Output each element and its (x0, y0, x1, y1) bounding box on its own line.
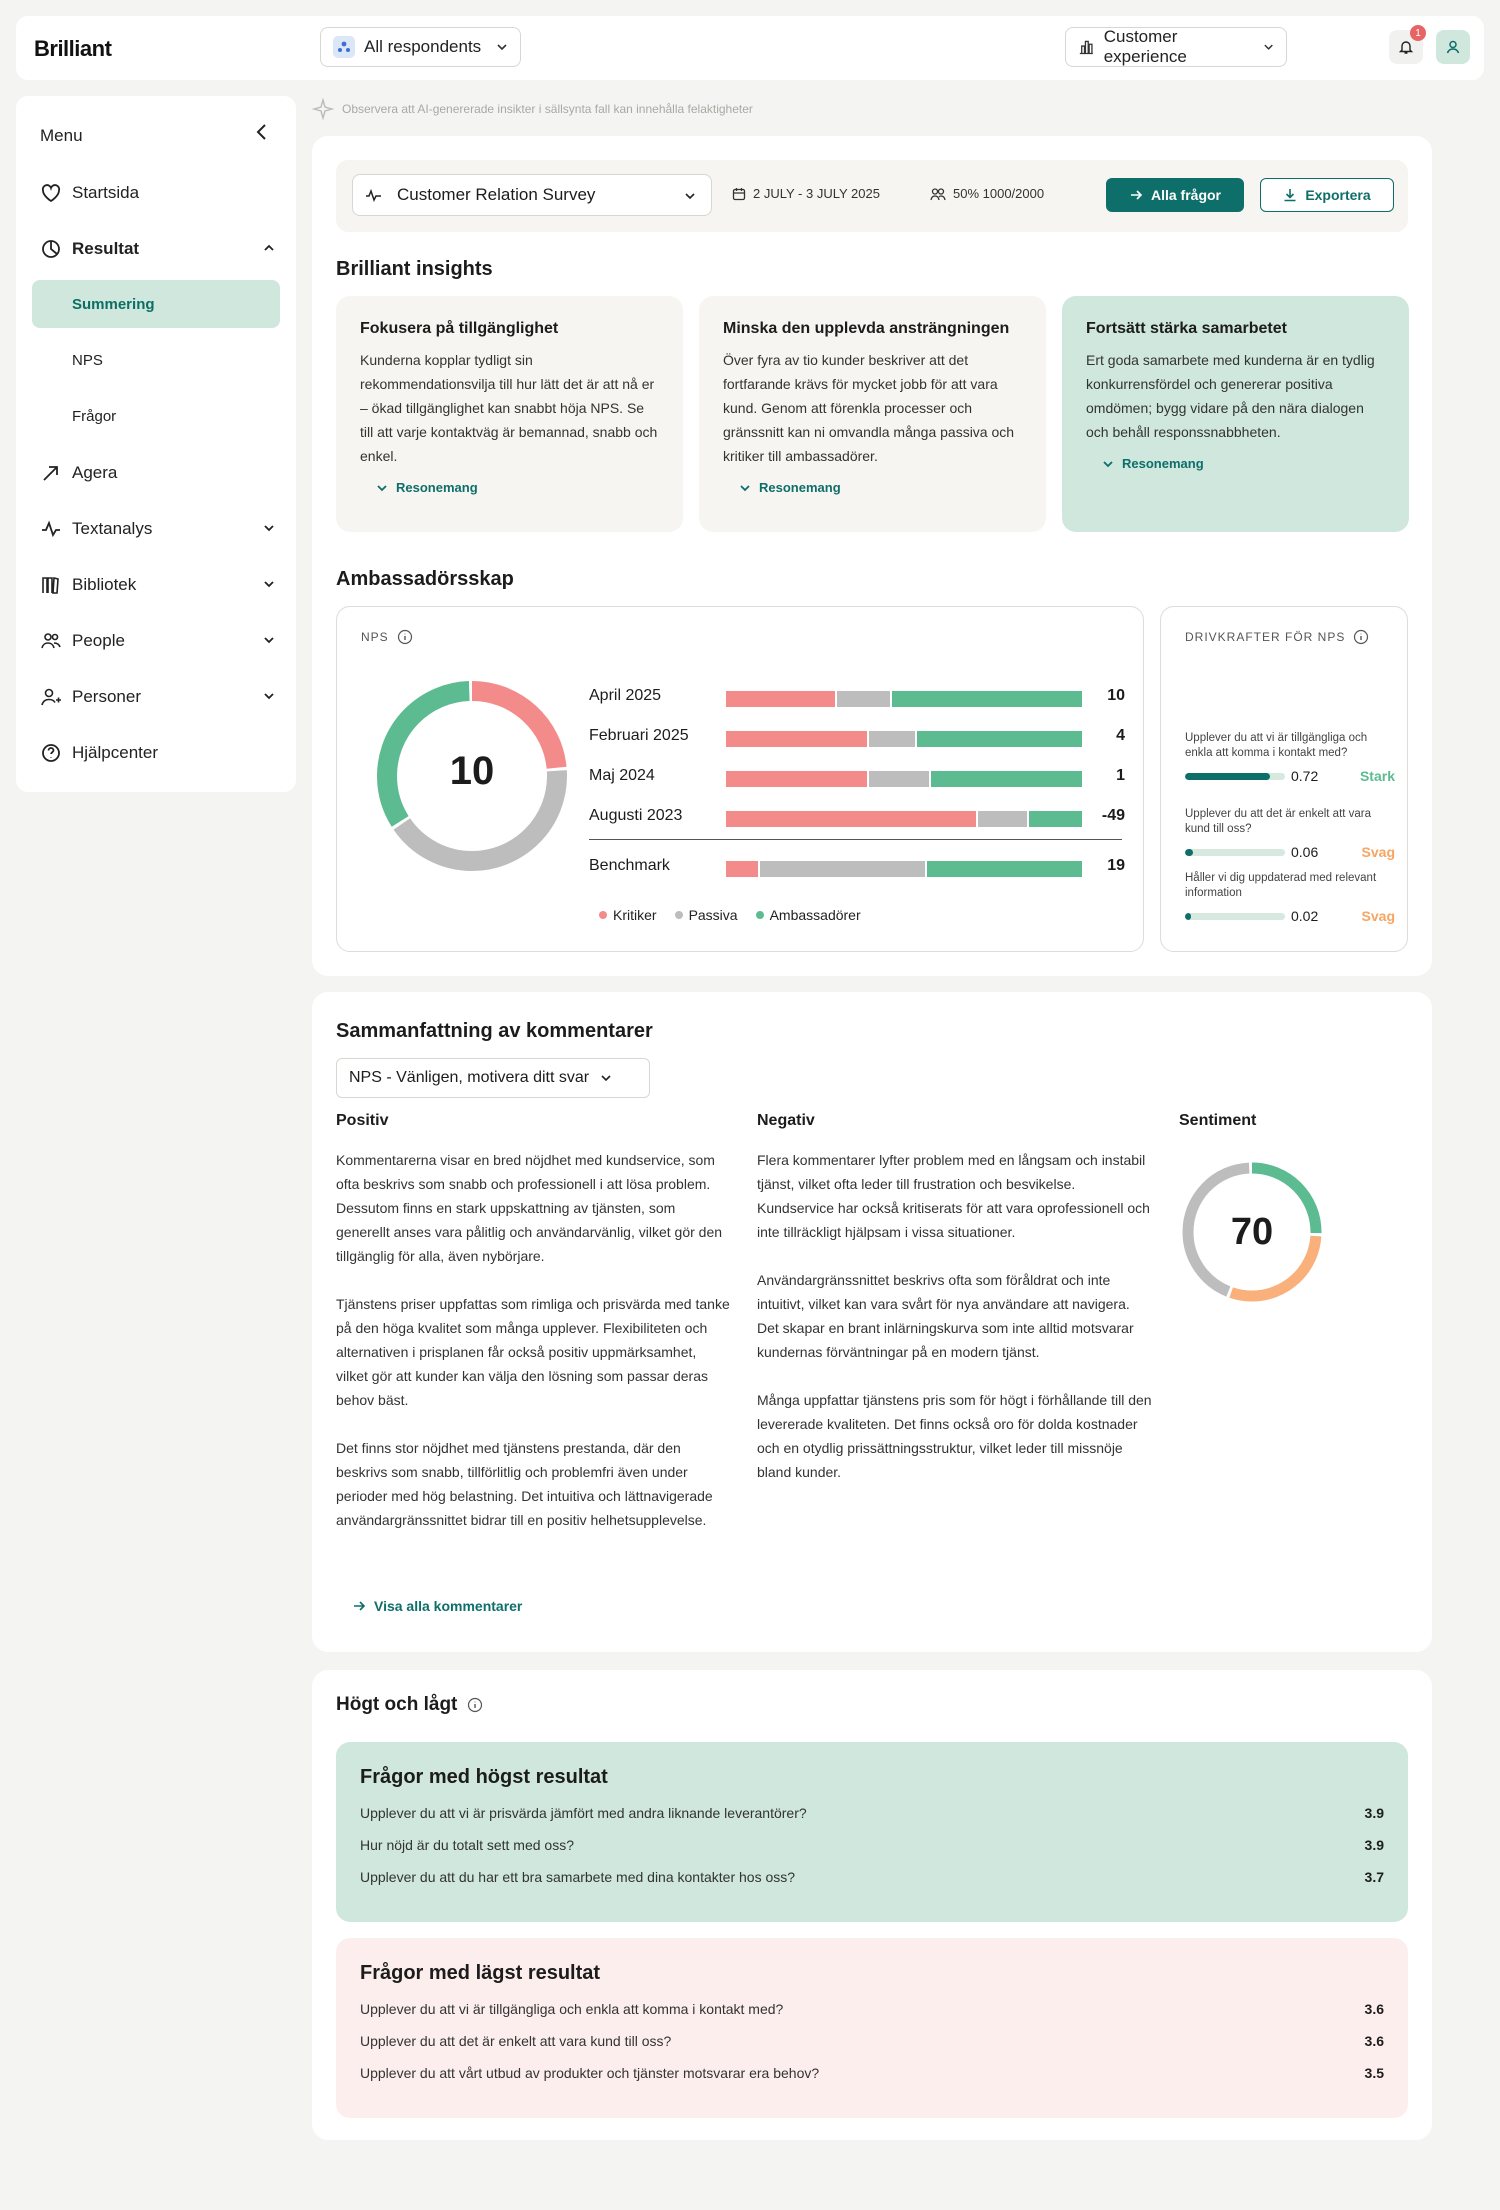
driver-level: Stark (1359, 768, 1395, 784)
bell-icon (1398, 39, 1414, 55)
nps-bar-row (589, 757, 1129, 797)
chevron-up-icon (262, 241, 276, 255)
sidebar-item-label: Personer (72, 687, 141, 706)
question-row[interactable] (360, 2065, 1384, 2097)
driver-question: Upplever du att det är enkelt att vara kund till oss? (1185, 808, 1372, 835)
passive-segment (760, 861, 925, 877)
negative-summary (757, 1148, 1153, 1508)
sidebar-item-label: Summering (72, 295, 155, 313)
highest-results-box (336, 1742, 1408, 1922)
high-low-title-text: Högt och lågt (336, 1694, 458, 1715)
nps-score: 10 (449, 749, 495, 793)
insight-text: Ert goda samarbete med kunderna är en tydlig konkurrensfördel och genererar positiva omdömen; bygg vidare på den nära dialogen och behåll responssnabbheten. (1086, 352, 1375, 440)
bar-label: Augusti 2023 (589, 807, 683, 824)
question-score: 3.7 (1364, 1869, 1384, 1885)
date-range (732, 186, 880, 201)
bar-chart-icon (1078, 38, 1095, 56)
sidebar (16, 96, 296, 792)
question-text: Upplever du att vi är tillgängliga och enkla att komma i kontakt med? (360, 2001, 784, 2017)
promoter-segment (1029, 811, 1082, 827)
all-questions-label: Alla frågor (1150, 187, 1221, 203)
chevron-down-icon (376, 482, 388, 494)
user-plus-icon (40, 686, 62, 708)
driver-item (1185, 807, 1395, 863)
benchmark-divider (589, 839, 1122, 840)
driver-question: Håller vi dig uppdaterad med relevant information (1185, 872, 1377, 899)
view-all-comments-link[interactable] (352, 1598, 522, 1614)
promoter-segment (917, 731, 1082, 747)
sentiment-score: 70 (1230, 1211, 1274, 1253)
chevron-down-icon (1102, 458, 1114, 470)
positive-paragraph: Tjänstens priser uppfattas som rimliga och prisvärda med tanke på den höga kvalitet som många upplever. Flexibiliteten och alternativen i prisplanen får också positiv uppmärksamhet, vilket gör att kunder kan välja den lösning som passar deras behov bäst. (336, 1296, 730, 1408)
library-icon (40, 574, 62, 596)
arrow-right-icon (352, 1599, 366, 1613)
question-score: 3.9 (1364, 1805, 1384, 1821)
nps-bar-row (589, 717, 1129, 757)
bar-value: 10 (1107, 687, 1125, 704)
sidebar-item-agera[interactable] (40, 453, 280, 493)
overview-card (312, 136, 1432, 976)
sidebar-item-label: Startsida (72, 183, 140, 202)
passive-dot (675, 911, 683, 919)
arrow-right-icon (1129, 188, 1143, 202)
sidebar-item-label: NPS (72, 351, 103, 369)
sidebar-item-bibliotek[interactable] (40, 565, 280, 605)
legend-promoter (756, 907, 861, 923)
help-circle-icon (40, 742, 62, 764)
critic-segment (726, 731, 867, 747)
info-icon[interactable] (467, 1697, 483, 1713)
ai-disclaimer-text: Observera att AI-genererade insikter i sällsynta fall kan innehålla felaktigheter (342, 102, 753, 116)
question-row[interactable] (360, 1837, 1384, 1869)
bar-value: 19 (1107, 857, 1125, 874)
sidebar-item-fragor[interactable] (32, 392, 280, 440)
sidebar-item-textanalys[interactable] (40, 509, 280, 549)
nps-bar-row (589, 797, 1129, 837)
users-icon (40, 630, 62, 652)
sidebar-item-hjalpcenter[interactable] (40, 733, 280, 773)
question-select[interactable] (336, 1058, 650, 1098)
nps-label (361, 629, 413, 645)
question-select-value: NPS - Vänligen, motivera ditt svar (349, 1069, 590, 1086)
nps-drivers-panel (1160, 606, 1408, 952)
heart-icon (40, 182, 62, 204)
bar-value: -49 (1101, 807, 1125, 824)
driver-item (1185, 871, 1395, 927)
user-icon (1445, 39, 1461, 55)
passive-segment (837, 691, 890, 707)
sidebar-item-startsida[interactable] (40, 173, 280, 213)
critic-segment (726, 861, 758, 877)
bar-label: Maj 2024 (589, 767, 655, 784)
driver-track (1185, 913, 1285, 920)
promoter-dot (756, 911, 764, 919)
all-questions-button[interactable] (1106, 178, 1244, 212)
driver-track (1185, 773, 1285, 780)
bar-track (726, 691, 1082, 707)
high-low-card (312, 1670, 1432, 2140)
view-all-label: Visa alla kommentarer (374, 1598, 523, 1614)
respondents-filter[interactable] (320, 27, 521, 67)
notification-badge: 1 (1410, 25, 1426, 41)
chevron-down-icon (739, 482, 751, 494)
promoter-segment (927, 861, 1082, 877)
positive-paragraph: Det finns stor nöjdhet med tjänstens prestanda, där den beskrivs som snabb, tillförlitlig och problemfri även under perioder med hög belastning. Det intuitiva och lättnavigerade användargränssnittet bidrar till en positiv helhetsupplevelse. (336, 1440, 713, 1528)
question-row[interactable] (360, 2033, 1384, 2065)
insight-title: Fokusera på tillgänglighet (360, 320, 559, 337)
positive-summary (336, 1148, 732, 1556)
pie-chart-icon (40, 238, 62, 260)
response-rate-text: 50% 1000/2000 (953, 186, 1045, 201)
question-row[interactable] (360, 1805, 1384, 1837)
legend-label: Kritiker (613, 907, 657, 923)
bar-value: 4 (1116, 727, 1125, 744)
driver-row (1185, 907, 1395, 927)
bar-label: Februari 2025 (589, 727, 689, 744)
survey-select[interactable] (352, 174, 712, 216)
dashboard-label: Customer experience (1103, 27, 1187, 66)
legend-critic (599, 907, 657, 923)
bar-track (726, 861, 1082, 877)
bar-track (726, 771, 1082, 787)
comments-card (312, 992, 1432, 1652)
reasoning-label: Resonemang (759, 480, 841, 495)
lowest-results-list (360, 2001, 1384, 2097)
high-low-title (336, 1694, 483, 1716)
survey-toolbar (336, 160, 1408, 232)
reasoning-toggle[interactable] (376, 480, 659, 495)
calendar-icon (732, 187, 746, 201)
insight-title: Fortsätt stärka samarbetet (1086, 320, 1287, 337)
bar-value: 1 (1116, 767, 1125, 784)
passive-segment (869, 731, 915, 747)
driver-fill (1185, 849, 1193, 856)
sidebar-item-summering[interactable] (32, 280, 280, 328)
driver-row (1185, 843, 1395, 863)
chevron-down-icon (262, 521, 276, 535)
bar-label: Benchmark (589, 857, 670, 874)
question-text: Upplever du att du har ett bra samarbete med dina kontakter hos oss? (360, 1869, 796, 1885)
bar-track (726, 811, 1082, 827)
legend-passive (675, 907, 738, 923)
arrow-up-right-icon (40, 462, 62, 484)
insight-text: Över fyra av tio kunder beskriver att det fortfarande krävs för mycket jobb för att vara kund. Genom att förenkla processer och gränssnitt kan ni omvandla många passiva och kritiker till ambassadörer. (723, 352, 1015, 464)
sidebar-item-label: Agera (72, 463, 118, 482)
notifications-button[interactable] (1389, 27, 1423, 64)
sidebar-item-resultat[interactable] (40, 229, 280, 269)
lowest-results-title: Frågor med lägst resultat (360, 1962, 601, 1984)
sidebar-item-label: Bibliotek (72, 575, 137, 594)
ai-disclaimer (312, 98, 753, 120)
comments-title: Sammanfattning av kommentarer (336, 1020, 653, 1042)
chevron-down-icon (683, 189, 697, 203)
question-text: Hur nöjd är du totalt sett med oss? (360, 1837, 574, 1853)
promoter-segment (892, 691, 1082, 707)
passive-segment (869, 771, 929, 787)
date-range-text: 2 JULY - 3 JULY 2025 (753, 186, 880, 201)
critic-segment (726, 691, 835, 707)
question-row[interactable] (360, 1869, 1384, 1901)
download-icon (1283, 188, 1297, 202)
critic-segment (726, 811, 976, 827)
menu-title: Menu (40, 126, 83, 145)
dashboard-select[interactable] (1065, 27, 1287, 67)
bar-label: April 2025 (589, 687, 662, 704)
critic-dot (599, 911, 607, 919)
sidebar-item-label: Frågor (72, 407, 117, 425)
insights-title: Brilliant insights (336, 258, 493, 280)
driver-row (1185, 767, 1395, 787)
legend-label: Passiva (688, 907, 738, 923)
chevron-down-icon (262, 577, 276, 591)
reasoning-label: Resonemang (1122, 456, 1204, 471)
export-button[interactable] (1260, 178, 1394, 212)
promoter-segment (931, 771, 1082, 787)
insight-card (699, 296, 1046, 532)
chevron-down-icon (262, 633, 276, 647)
survey-name: Customer Relation Survey (397, 185, 596, 204)
sentiment-title: Sentiment (1179, 1112, 1257, 1129)
insight-title: Minska den upplevda ansträngningen (723, 320, 1010, 337)
negative-paragraph: Flera kommentarer lyfter problem med en långsam och instabil tjänst, vilket ofta leder till frustration och besvikelse. Kundservice har också kritiserats för att vara oprofessionell och inte tillräckligt hjälpsam i vissa situationer. (757, 1152, 1150, 1240)
nps-bar-row (589, 677, 1129, 717)
drivers-title: DRIVKRAFTER FÖR NPS (1185, 630, 1346, 644)
question-score: 3.5 (1364, 2065, 1384, 2081)
negative-title: Negativ (757, 1112, 815, 1129)
nps-label-text: NPS (361, 630, 389, 644)
collapse-menu-icon[interactable] (252, 122, 272, 142)
insight-card (1062, 296, 1409, 532)
driver-track (1185, 849, 1285, 856)
driver-value: 0.06 (1291, 844, 1319, 860)
driver-level: Svag (1361, 908, 1395, 924)
sidebar-item-people[interactable] (40, 621, 280, 661)
response-rate (930, 186, 1044, 201)
top-bar (16, 16, 1484, 80)
highest-results-list (360, 1805, 1384, 1901)
sparkle-icon (312, 98, 334, 120)
question-text: Upplever du att vi är prisvärda jämfört med andra liknande leverantörer? (360, 1805, 807, 1821)
reasoning-toggle[interactable] (739, 480, 1022, 495)
critic-segment (726, 771, 867, 787)
sidebar-item-label: Textanalys (72, 519, 153, 538)
driver-fill (1185, 773, 1270, 780)
nps-bar-row (589, 847, 1129, 887)
sidebar-item-label: Resultat (72, 239, 140, 258)
drivers-label (1185, 629, 1369, 645)
sidebar-item-nps[interactable] (32, 336, 280, 384)
bar-track (726, 731, 1082, 747)
negative-paragraph: Många uppfattar tjänstens pris som för högt i förhållande till den levererade kvaliteten. Det finns också oro för dolda kostnader och en otydlig prissättningsstruktur, vilket leder till missnöje bland kunder. (757, 1392, 1152, 1480)
nps-legend (599, 907, 861, 923)
passive-segment (978, 811, 1027, 827)
question-score: 3.6 (1364, 2033, 1384, 2049)
positive-title: Positiv (336, 1112, 389, 1129)
driver-level: Svag (1361, 844, 1395, 860)
reasoning-label: Resonemang (396, 480, 478, 495)
question-score: 3.6 (1364, 2001, 1384, 2017)
info-icon[interactable] (397, 629, 413, 645)
driver-fill (1185, 913, 1191, 920)
question-row[interactable] (360, 2001, 1384, 2033)
reasoning-toggle[interactable] (1102, 456, 1385, 471)
activity-icon (365, 186, 383, 204)
driver-question: Upplever du att vi är tillgängliga och enkla att komma i kontakt med? (1185, 732, 1368, 759)
chevron-down-icon (599, 1071, 613, 1085)
user-avatar-button[interactable] (1436, 30, 1470, 64)
legend-label: Ambassadörer (769, 907, 861, 923)
highest-results-title: Frågor med högst resultat (360, 1766, 608, 1788)
info-icon[interactable] (1353, 629, 1369, 645)
driver-item (1185, 731, 1395, 787)
insight-card (336, 296, 683, 532)
sidebar-item-label: People (72, 631, 125, 650)
question-score: 3.9 (1364, 1837, 1384, 1853)
chevron-down-icon (496, 41, 508, 53)
export-label: Exportera (1305, 187, 1371, 203)
ambassador-title: Ambassadörsskap (336, 568, 514, 590)
negative-paragraph: Användargränssnittet beskrivs ofta som föråldrat och inte intuitivt, vilket kan vara svårt för nya användare att navigera. Det skapar en brant inlärningskurva som inte alltid motsvarar kundernas förväntningar på en modern tjänst. (757, 1272, 1134, 1360)
sidebar-item-personer[interactable] (40, 677, 280, 717)
driver-value: 0.72 (1291, 768, 1319, 784)
question-text: Upplever du att vårt utbud av produkter och tjänster motsvarar era behov? (360, 2065, 820, 2081)
respondents-icon (333, 36, 355, 58)
lowest-results-box (336, 1938, 1408, 2118)
users-icon (930, 187, 946, 201)
respondents-label: All respondents (364, 37, 482, 56)
sidebar-item-label: Hjälpcenter (72, 743, 158, 762)
brilliant-logo[interactable]: Brilliant (34, 36, 112, 61)
nps-panel (336, 606, 1144, 952)
chevron-down-icon (262, 689, 276, 703)
chevron-down-icon (1263, 41, 1274, 53)
positive-paragraph: Kommentarerna visar en bred nöjdhet med kundservice, som ofta beskrivs som snabb och professionell i att lösa problem. Dessutom finns en stark uppskattning av tjänsten, som generellt anses vara pålitlig och användarvänlig, vilket gör den tillgänglig för alla, även nybörjare. (336, 1152, 723, 1264)
driver-value: 0.02 (1291, 908, 1319, 924)
activity-icon (40, 518, 62, 540)
question-text: Upplever du att det är enkelt att vara kund till oss? (360, 2033, 672, 2049)
insight-text: Kunderna kopplar tydligt sin rekommendationsvilja till hur lätt det är att nå er – ökad tillgänglighet kan snabbt höja NPS. Se till att varje kontaktväg är bemannad, snabb och enkel. (360, 352, 658, 464)
